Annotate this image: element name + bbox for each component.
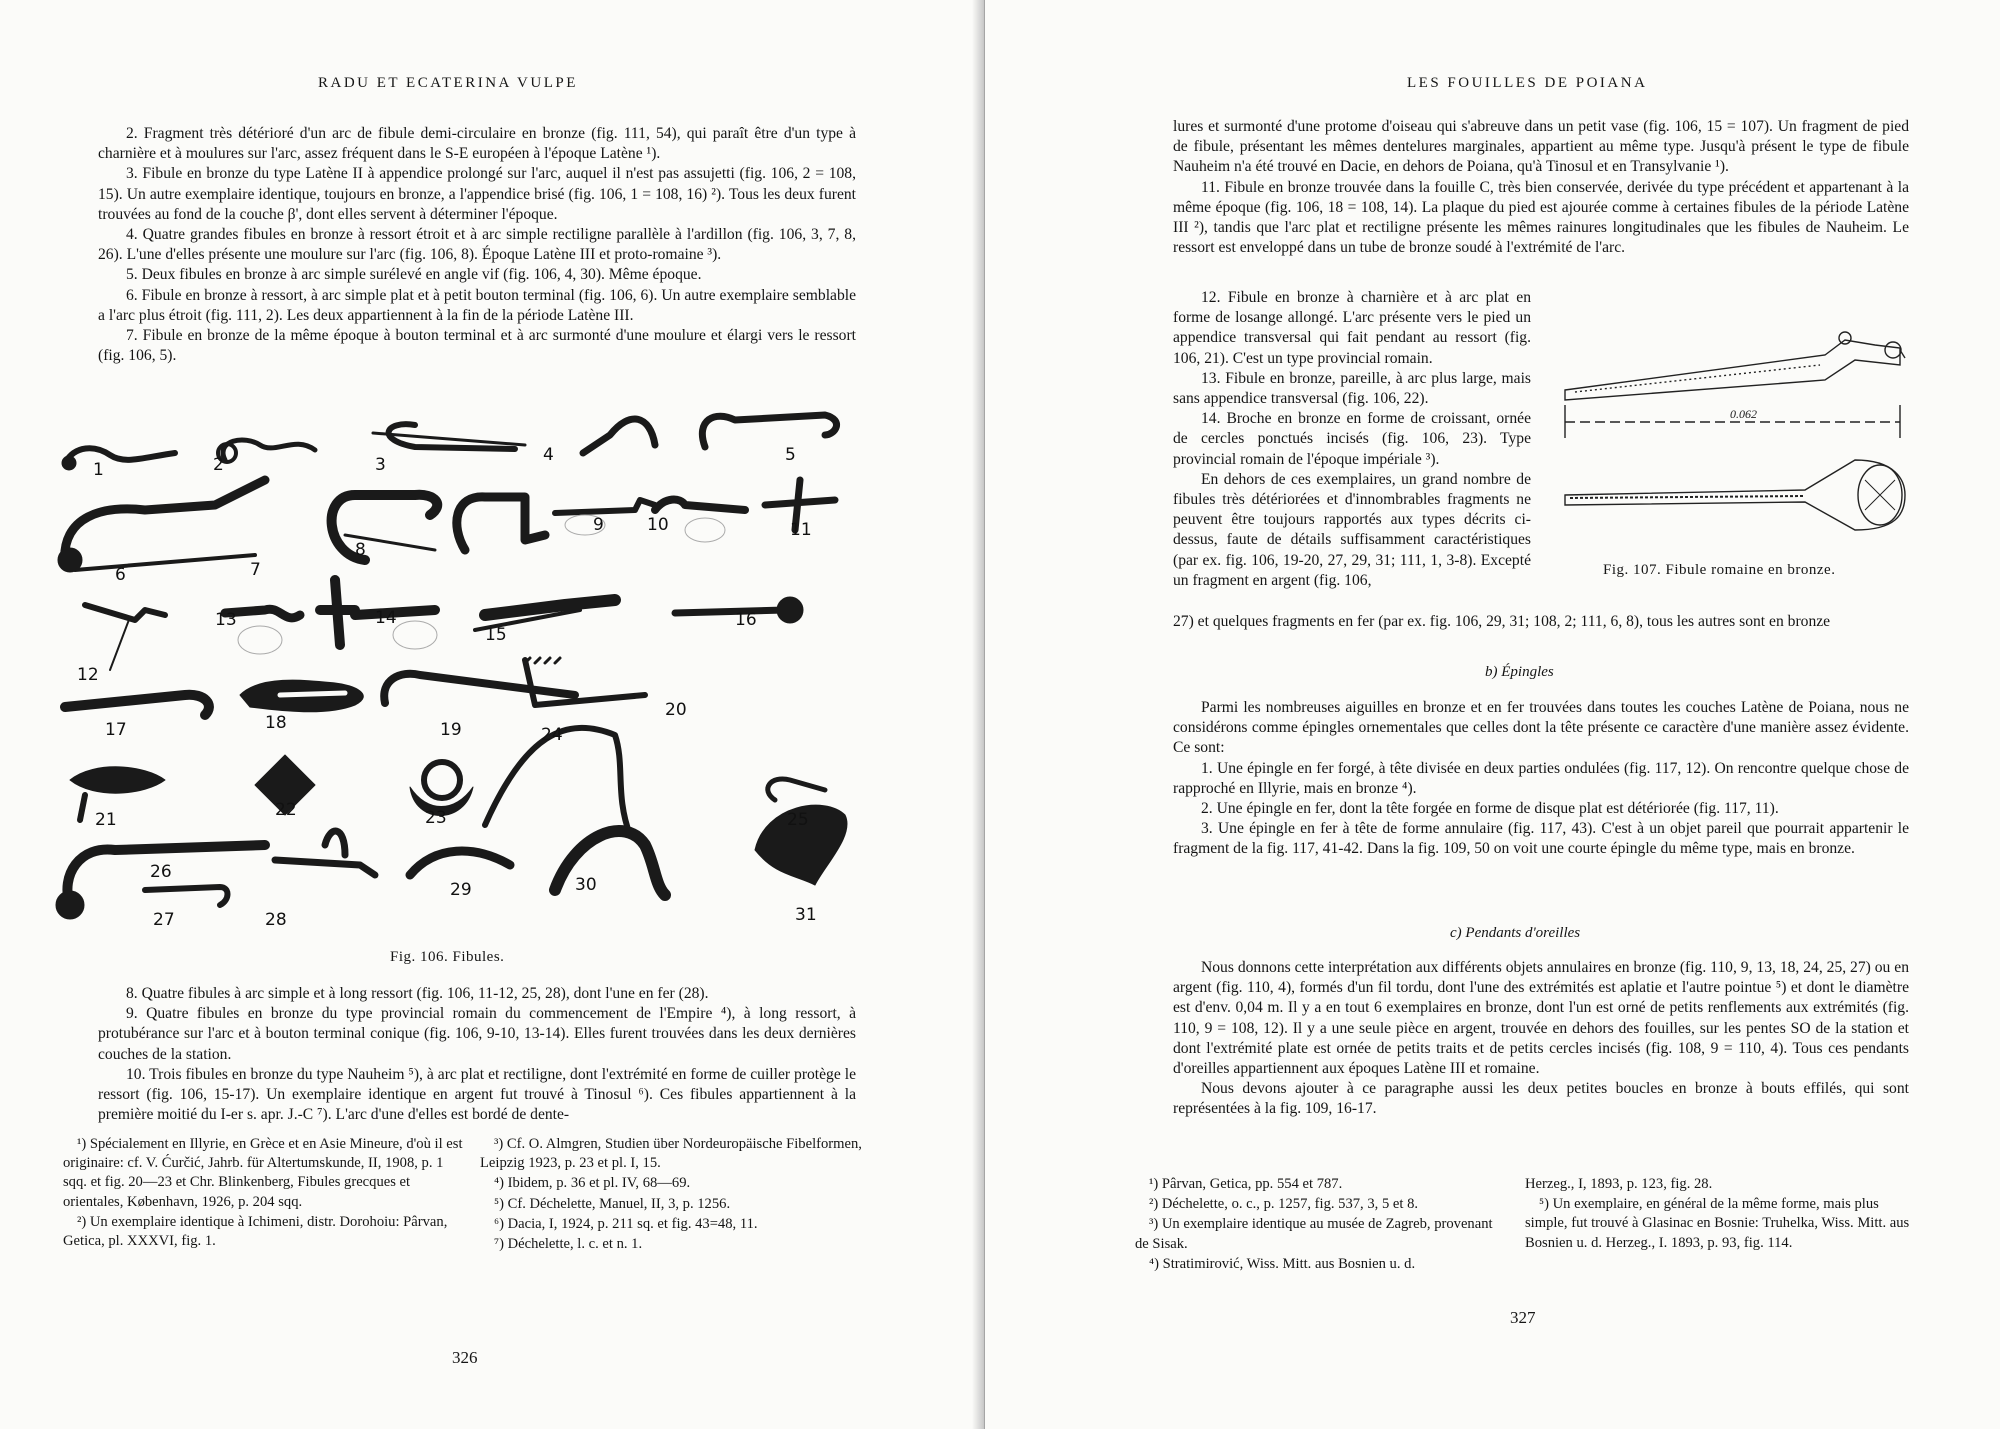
figure-107-dimension: 0.062 [1730, 407, 1757, 421]
figure-106-label-19: 19 [440, 720, 462, 740]
paragraph: 7. Fibule en bronze de la même époque à bouton terminal et à arc surmonté d'une moulure et élargi vers le ressort (fig. 106, 5). [98, 327, 856, 365]
fibula-19 [384, 674, 575, 703]
figure-106-fibulae [55, 405, 865, 945]
figure-106-label-23: 23 [425, 808, 447, 828]
fibula-28 [275, 831, 375, 875]
fibula-10 [655, 500, 745, 510]
fibula-25 [768, 779, 825, 800]
figure-106-label-13: 13 [215, 610, 237, 630]
figure-106-label-30: 30 [575, 875, 597, 895]
fibula-20 [525, 660, 645, 705]
figure-106-label-15: 15 [485, 625, 507, 645]
footnote: ⁴) Stratimirović, Wiss. Mitt. aus Bosnien u. d. [1149, 1255, 1416, 1272]
figure-106-label-8: 8 [355, 540, 366, 560]
right-page [985, 0, 2000, 1429]
right-wrap-text [1173, 288, 1531, 591]
figure-106-label-27: 27 [153, 910, 175, 930]
fibula-7 [332, 495, 438, 560]
footnote: ⁶) Dacia, I, 1924, p. 211 sq. et fig. 43=48, 11. [494, 1215, 758, 1232]
fibula-17 [65, 695, 209, 715]
fibula-5 [702, 415, 836, 447]
figure-106-label-16: 16 [735, 610, 757, 630]
figure-106-label-18: 18 [265, 713, 287, 733]
footnote: ¹) Spécialement en Illyrie, en Grèce et en Asie Mineure, d'où il est originaire: cf. V. Ćurčić, Jahrb. für Altertumskunde, II, 1908, p. 1 sqq. et fig. 20—23 et Chr. Blinkenberg, Fibules grecques et orientales, København, 1926, p. 204 sqq. [63, 1136, 463, 1210]
paragraph: Nous donnons cette interprétation aux différents objets annulaires en bronze (fig. 110, 9, 13, 18, 24, 25, 27) ou en argent (fig. 110, 4), formés d'un fil tordu, dont l'une des extrémités est aplatie et l'autre pointue ⁵) et dont le diamètre est d'env. 0,04 m. Il y a en tout 6 exemplaires en bronze, dont l'un est orné de petits renflements aux extrémités (fig. 110, 9 = 108, 12). Il y a une seule pièce en argent, trouvée en dehors des fouilles, sur les pentes SO de la station et dont l'extrémité plate est ornée de petits traits et de petits cercles incisés (fig. 108, 9 = 110, 4). Tous ces pendants d'oreilles appartiennent aux époques Latène III et romaine. [1173, 959, 1909, 1078]
fibula-4 [583, 419, 655, 453]
paragraph: 5. Deux fibules en bronze à arc simple surélevé en angle vif (fig. 106, 4, 30). Même époque. [126, 266, 702, 284]
right-continuation [1173, 612, 1909, 632]
paragraph: 2. Fragment très détérioré d'un arc de fibule demi-circulaire en bronze (fig. 111, 54), qui paraît être d'un type à charnière et à moulures sur l'arc, assez fréquent dans le S-E européen à l'époque Latène ¹). [98, 125, 856, 163]
figure-106-label-26: 26 [150, 862, 172, 882]
figure-106-label-21: 21 [95, 810, 117, 830]
paragraph: 12. Fibule en bronze à charnière et à arc plat en forme de losange allongé. L'arc présente vers le pied un appendice transversal qui fait pendant au ressort (fig. 106, 21). C'est un type provincial romain. [1173, 289, 1531, 367]
paragraph: 10. Trois fibules en bronze du type Nauheim ⁵), à arc plat et rectiligne, dont l'extrémité en forme de cuiller protège le ressort (fig. 106, 15-17). Un exemplaire identique en argent fut trouvé à Tinosul ⁶). Ces fibules appartiennent à la première moitié du I-er s. apr. J.-C ⁷). L'arc d'une d'elles est bordé de dente- [98, 1065, 856, 1124]
figure-107-caption: Fig. 107. Fibule romaine en bronze. [1603, 562, 1836, 578]
left-page [0, 0, 985, 1429]
running-head-right: LES FOUILLES DE POIANA [1407, 75, 1648, 91]
fibula-27 [145, 887, 228, 905]
footnote: ³) Cf. O. Almgren, Studien über Nordeuropäische Fibelformen, Leipzig 1923, p. 23 et pl. I, 15. [480, 1136, 862, 1172]
figure-106-label-6: 6 [115, 565, 126, 585]
section-c-heading: c) Pendants d'oreilles [1450, 925, 1581, 941]
footnote: ¹) Pârvan, Getica, pp. 554 et 787. [1149, 1176, 1343, 1192]
figure-107-roman-fibula [1555, 320, 1920, 550]
right-top-text [1173, 117, 1909, 258]
left-footnotes-col1 [63, 1135, 463, 1252]
page-number-right: 327 [1510, 1308, 1536, 1327]
figure-106-label-12: 12 [77, 665, 99, 685]
paragraph: Nous devons ajouter à ce paragraphe aussi les deux petites boucles en bronze à bouts effilés, qui sont représentées à la fig. 109, 16-17. [1173, 1080, 1909, 1118]
fibula-8 [457, 497, 545, 550]
paragraph: 11. Fibule en bronze trouvée dans la fouille C, très bien conservée, derivée du type précédent et appartenant à la même époque (fig. 106, 18 = 108, 14). La plaque du pied est ajourée comme à certaines fibules de la période Latène III ²), tandis que l'arc plat et rectiligne présente les mêmes rainures longitudinales que les fibules de Nauheim. Le ressort est enveloppé dans un tube de bronze soudé à l'extrémité de l'arc. [1173, 178, 1909, 257]
paragraph: 1. Une épingle en fer forgé, à tête divisée en deux parties ondulées (fig. 117, 12). On rencontre quelque chose de rapproché en Illyrie, mais en bronze ⁴). [1173, 759, 1909, 797]
figure-106-label-17: 17 [105, 720, 127, 740]
paragraph: 9. Quatre fibules en bronze du type provincial romain du commencement de l'Empire ⁴), à long ressort, à protubérance sur l'arc et à bouton terminal conique (fig. 106, 9-10, 13-14). Elles furent trouvées dans les deux dernières couches de la station. [98, 1005, 856, 1063]
fibula-16 [675, 610, 785, 613]
figure-106-label-3: 3 [375, 455, 386, 475]
left-footnotes-col2 [480, 1135, 868, 1255]
footnote: ³) Un exemplaire identique au musée de Zagreb, provenant de Sisak. [1135, 1216, 1493, 1252]
fibula-9 [555, 500, 655, 513]
section-b-text [1173, 698, 1909, 860]
paragraph: 6. Fibule en bronze à ressort, à arc simple plat et à petit bouton terminal (fig. 106, 6). Un autre exemplaire semblable a l'arc plus étroit (fig. 111, 2). Les deux appartiennent à la fin de la période Latène III. [98, 286, 856, 324]
paragraph: Parmi les nombreuses aiguilles en bronze et en fer trouvées dans toutes les couches Latène de Poiana, nous ne considérons comme épingles ornementales que celles dont la tête présente ce caractère d'une manière assez évidente. Ce sont: [1173, 699, 1909, 757]
paragraph: 14. Broche en bronze en forme de croissant, ornée de cercles ponctués incisés (fig. 106, 23). Type provincial romain de l'époque impériale ³). [1173, 410, 1531, 468]
fibula-6 [65, 480, 265, 565]
paragraph: 4. Quatre grandes fibules en bronze à ressort étroit et à arc simple rectiligne parallèle à l'ardillon (fig. 106, 3, 7, 8, 26). L'une d'elles présente une moulure sur l'arc (fig. 106, 8). Époque Latène III et proto-romaine ³). [98, 226, 856, 264]
right-footnotes-col2 [1525, 1175, 1910, 1254]
fibula-30 [555, 831, 665, 895]
paragraph: 27) et quelques fragments en fer (par ex. fig. 106, 29, 31; 108, 2; 111, 6, 8), tous les autres sont en bronze [1173, 613, 1831, 630]
paragraph: lures et surmonté d'une protome d'oiseau qui s'abreuve dans un petit vase (fig. 106, 15 = 107). Un fragment de pied de fibule, présentant les mêmes dentelures marginales, appartient au même type. Jusqu'à présent le type de fibule Nauheim n'a été trouvé en Dacie, en dehors de Poiana, qu'à Tinosul et en Transylvanie ¹). [1173, 118, 1909, 176]
figure-106-caption: Fig. 106. Fibules. [390, 949, 505, 965]
fibula-29 [410, 851, 510, 875]
figure-106-label-5: 5 [785, 445, 796, 465]
section-b-heading: b) Épingles [1485, 664, 1554, 680]
figure-106-label-9: 9 [593, 515, 604, 535]
paragraph: 2. Une épingle en fer, dont la tête forgée en forme de disque plat est détériorée (fig. 117, 11). [1201, 800, 1779, 818]
section-c-text [1173, 958, 1909, 1120]
footnote: ⁵) Cf. Déchelette, Manuel, II, 3, p. 1256. [494, 1195, 731, 1212]
figure-106-label-31: 31 [795, 905, 817, 925]
fibula-21 [70, 767, 165, 793]
footnote: ⁴) Ibidem, p. 36 et pl. IV, 68—69. [494, 1175, 691, 1192]
figure-106-label-14: 14 [375, 608, 397, 628]
figure-106-label-10: 10 [647, 515, 669, 535]
figure-106-label-29: 29 [450, 880, 472, 900]
paragraph: 3. Une épingle en fer à tête de forme annulaire (fig. 117, 43). C'est à un objet pareil que pourrait appartenir le fragment de la fig. 117, 41-42. Dans la fig. 109, 50 on voit une courte épingle du même type, mais en bronze. [1173, 820, 1909, 858]
right-footnotes-col1 [1135, 1175, 1500, 1275]
figure-106-label-7: 7 [250, 560, 261, 580]
running-head-left: RADU ET ECATERINA VULPE [318, 75, 578, 91]
paragraph: 3. Fibule en bronze du type Latène II à appendice prolongé sur l'arc, auquel il n'est pas assujetti (fig. 106, 2 = 108, 15). Un autre exemplaire identique, toujours en bronze, a l'appendice brisé (fig. 106, 1 = 108, 16) ²). Tous les deux furent trouvées au fond de la couche β', dont elles servent à déterminer l'époque. [98, 165, 856, 223]
fibula-12 [85, 605, 165, 620]
footnote: ²) Un exemplaire identique à Ichimeni, distr. Dorohoiu: Pârvan, Getica, pl. XXXVI, fig. 1. [63, 1213, 448, 1250]
figure-106-label-25: 25 [787, 810, 809, 830]
figure-106-label-28: 28 [265, 910, 287, 930]
fibula-1 [65, 448, 175, 463]
paragraph: 13. Fibule en bronze, pareille, à arc plus large, mais sans appendice transversal (fig. 106, 22). [1173, 369, 1531, 408]
fibula-15 [485, 600, 615, 615]
footnote: ⁷) Déchelette, l. c. et n. 1. [494, 1236, 643, 1253]
fibula-1-spring [62, 456, 76, 470]
figure-106-label-11: 11 [790, 520, 812, 540]
left-top-text [98, 124, 856, 366]
footnote: ²) Déchelette, o. c., p. 1257, fig. 537, 3, 5 et 8. [1149, 1196, 1419, 1213]
footnote: Herzeg., I, 1893, p. 123, fig. 28. [1525, 1176, 1713, 1192]
figure-106-label-20: 20 [665, 700, 687, 720]
page-number-left: 326 [452, 1348, 478, 1367]
left-bottom-text [98, 984, 856, 1125]
paragraph: 8. Quatre fibules à arc simple et à long ressort (fig. 106, 11-12, 25, 28), dont l'une en fer (28). [126, 985, 709, 1002]
figure-106-label-4: 4 [543, 445, 554, 465]
figure-106-label-24: 24 [541, 725, 563, 745]
figure-106-label-22: 22 [275, 800, 297, 820]
figure-106-label-2: 2 [213, 455, 224, 475]
paragraph: En dehors de ces exemplaires, un grand nombre de fibules très détériorées et d'innombrables fragments ne peuvent être toujours rapportés aux types décrits ci-dessus, faute de détails suffisamment caractéristiques (par ex. fig. 106, 19-20, 27, 29, 31; 111, 1, 3-8). Excepté un fragment en argent (fig. 106, [1173, 470, 1531, 589]
footnote: ⁵) Un exemplaire, en général de la même forme, mais plus simple, fut trouvé à Glasinac en Bosnie: Truhelka, Wiss. Mitt. aus Bosnien u. d. Herzeg., I. 1893, p. 93, fig. 114. [1525, 1196, 1910, 1251]
figure-106-label-1: 1 [93, 460, 104, 480]
